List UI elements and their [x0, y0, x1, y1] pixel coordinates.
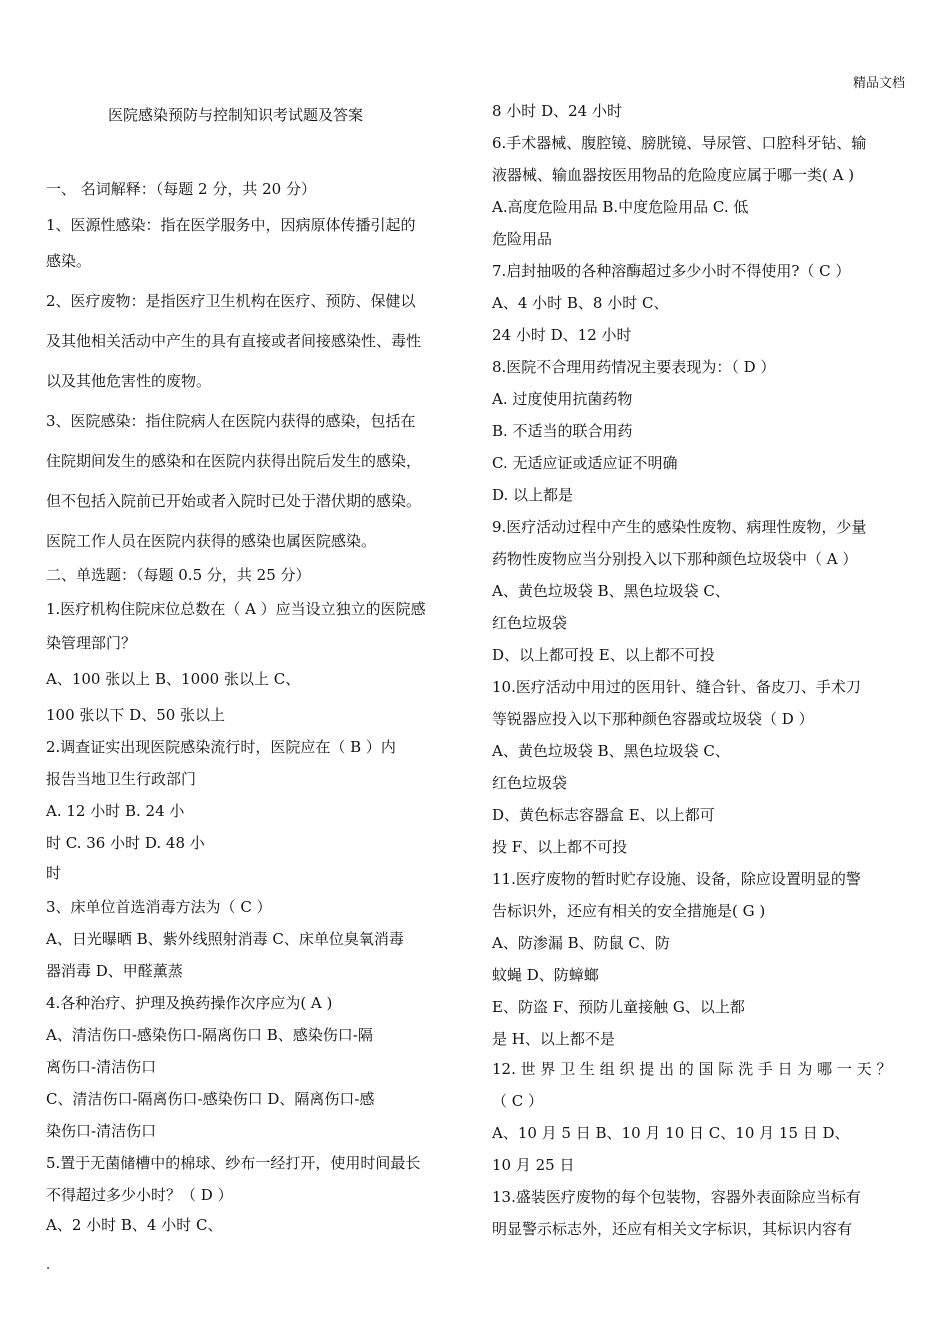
text-line: 5.置于无菌储槽中的棉球、纱布一经打开，使用时间最长: [46, 1154, 421, 1172]
text-line: E、防盗 F、预防儿童接触 G、以上都: [492, 998, 745, 1016]
text-line: 危险用品: [492, 230, 553, 248]
text-line: 不得超过多少小时？（ D ）: [46, 1186, 233, 1204]
text-line: 液器械、输血器按医用物品的危险度应属于哪一类( A ): [492, 166, 855, 184]
text-line: 是 H、以上都不是: [492, 1030, 615, 1048]
text-line: A、黄色垃圾袋 B、黑色垃圾袋 C、: [492, 742, 730, 760]
text-line: 2、医疗废物：是指医疗卫生机构在医疗、预防、保健以: [46, 292, 416, 310]
text-line: 告标识外，还应有相关的安全措施是( G ): [492, 902, 766, 920]
text-line: 器消毒 D、甲醛薰蒸: [46, 962, 183, 980]
text-line: 以及其他危害性的废物。: [46, 372, 212, 390]
text-line: 8 小时 D、24 小时: [492, 102, 622, 120]
text-line: D. 以上都是: [492, 486, 574, 504]
text-line: 药物性废物应当分别投入以下那种颜色垃圾袋中（ A ）: [492, 550, 858, 568]
text-line: 13.盛装医疗废物的每个包装物，容器外表面除应当标有: [492, 1188, 861, 1206]
text-line: 住院期间发生的感染和在医院内获得出院后发生的感染，: [46, 452, 422, 470]
text-line: A、日光曝晒 B、紫外线照射消毒 C、床单位臭氧消毒: [46, 930, 404, 948]
text-line: 1.医疗机构住院床位总数在（ A ）应当设立独立的医院感: [46, 600, 426, 618]
text-line: 3、医院感染：指住院病人在医院内获得的感染，包括在: [46, 412, 416, 430]
text-line: 时: [46, 864, 62, 882]
text-line: 10 月 25 日: [492, 1156, 575, 1174]
text-line: 医院工作人员在医院内获得的感染也属医院感染。: [46, 532, 377, 550]
text-line: C、清洁伤口-隔离伤口-感染伤口 D、隔离伤口-感: [46, 1090, 375, 1108]
text-line: A、防渗漏 B、防鼠 C、防: [492, 934, 670, 952]
text-line: 3、床单位首选消毒方法为（ C ）: [46, 898, 272, 916]
text-line: B. 不适当的联合用药: [492, 422, 633, 440]
text-line: A、清洁伤口-感染伤口-隔离伤口 B、感染伤口-隔: [46, 1026, 373, 1044]
text-line: 离伤口-清洁伤口: [46, 1058, 157, 1076]
text-line: 12. 世 界 卫 生 组 织 提 出 的 国 际 洗 手 日 为 哪 一 天 ？: [492, 1060, 892, 1078]
header-watermark: 精品文档: [852, 76, 905, 91]
text-line: 但不包括入院前已开始或者入院时已处于潜伏期的感染。: [46, 492, 422, 510]
text-line: C. 无适应证或适应证不明确: [492, 454, 678, 472]
text-line: 等锐器应投入以下那种颜色容器或垃圾袋（ D ）: [492, 710, 814, 728]
text-line: 100 张以下 D、50 张以上: [46, 706, 226, 724]
text-line: 8.医院不合理用药情况主要表现为：（ D ）: [492, 358, 776, 376]
text-line: A、4 小时 B、8 小时 C、: [492, 294, 669, 312]
text-line: 明显警示标志外，还应有相关文字标识，其标识内容有: [492, 1220, 853, 1238]
text-line: 24 小时 D、12 小时: [492, 326, 632, 344]
text-line: 投 F、以上都不可投: [492, 838, 628, 856]
text-line: 11.医疗废物的暂时贮存设施、设备，除应设置明显的警: [492, 870, 861, 888]
text-line: A.高度危险用品 B.中度危险用品 C. 低: [492, 198, 749, 216]
text-line: 7.启封抽吸的各种溶酶超过多少小时不得使用?（ C ）: [492, 262, 851, 280]
text-line: 9.医疗活动过程中产生的感染性废物、病理性废物，少量: [492, 518, 867, 536]
text-line: D、黄色标志容器盒 E、以上都可: [492, 806, 715, 824]
text-line: （ C ）: [492, 1092, 544, 1110]
text-line: A. 12 小时 B. 24 小: [46, 802, 185, 820]
text-line: 染伤口-清洁伤口: [46, 1122, 157, 1140]
text-line: 红色垃圾袋: [492, 614, 568, 632]
text-line: 10.医疗活动中用过的医用针、缝合针、备皮刀、手术刀: [492, 678, 861, 696]
text-line: A、100 张以上 B、1000 张以上 C、: [46, 670, 301, 688]
text-line: D、以上都可投 E、以上都不可投: [492, 646, 715, 664]
text-line: A. 过度使用抗菌药物: [492, 390, 633, 408]
text-line: 一、 名词解释：（每题 2 分，共 20 分）: [46, 180, 316, 198]
text-line: 及其他相关活动中产生的具有直接或者间接感染性、毒性: [46, 332, 422, 350]
text-line: 2.调查证实出现医院感染流行时，医院应在（ B ）内: [46, 738, 396, 756]
footer-mark: .: [46, 1258, 51, 1273]
text-line: A、黄色垃圾袋 B、黑色垃圾袋 C、: [492, 582, 730, 600]
text-line: 报告当地卫生行政部门: [46, 770, 197, 788]
document-title: 医院感染预防与控制知识考试题及答案: [108, 106, 364, 124]
text-line: 染管理部门？: [46, 634, 137, 652]
text-line: 感染。: [46, 252, 92, 270]
text-line: 红色垃圾袋: [492, 774, 568, 792]
text-line: 1、医源性感染：指在医学服务中，因病原体传播引起的: [46, 216, 416, 234]
text-line: A、10 月 5 日 B、10 月 10 日 C、10 月 15 日 D、: [492, 1124, 850, 1142]
text-line: 蚊蝇 D、防蟑螂: [492, 966, 599, 984]
text-line: 二、单选题：（每题 0.5 分，共 25 分）: [46, 566, 311, 584]
text-line: 4.各种治疗、护理及换药操作次序应为( A ): [46, 994, 333, 1012]
text-line: A、2 小时 B、4 小时 C、: [46, 1216, 223, 1234]
text-line: 6.手术器械、腹腔镜、膀胱镜、导尿管、口腔科牙钻、输: [492, 134, 867, 152]
text-line: 时 C. 36 小时 D. 48 小: [46, 834, 205, 852]
